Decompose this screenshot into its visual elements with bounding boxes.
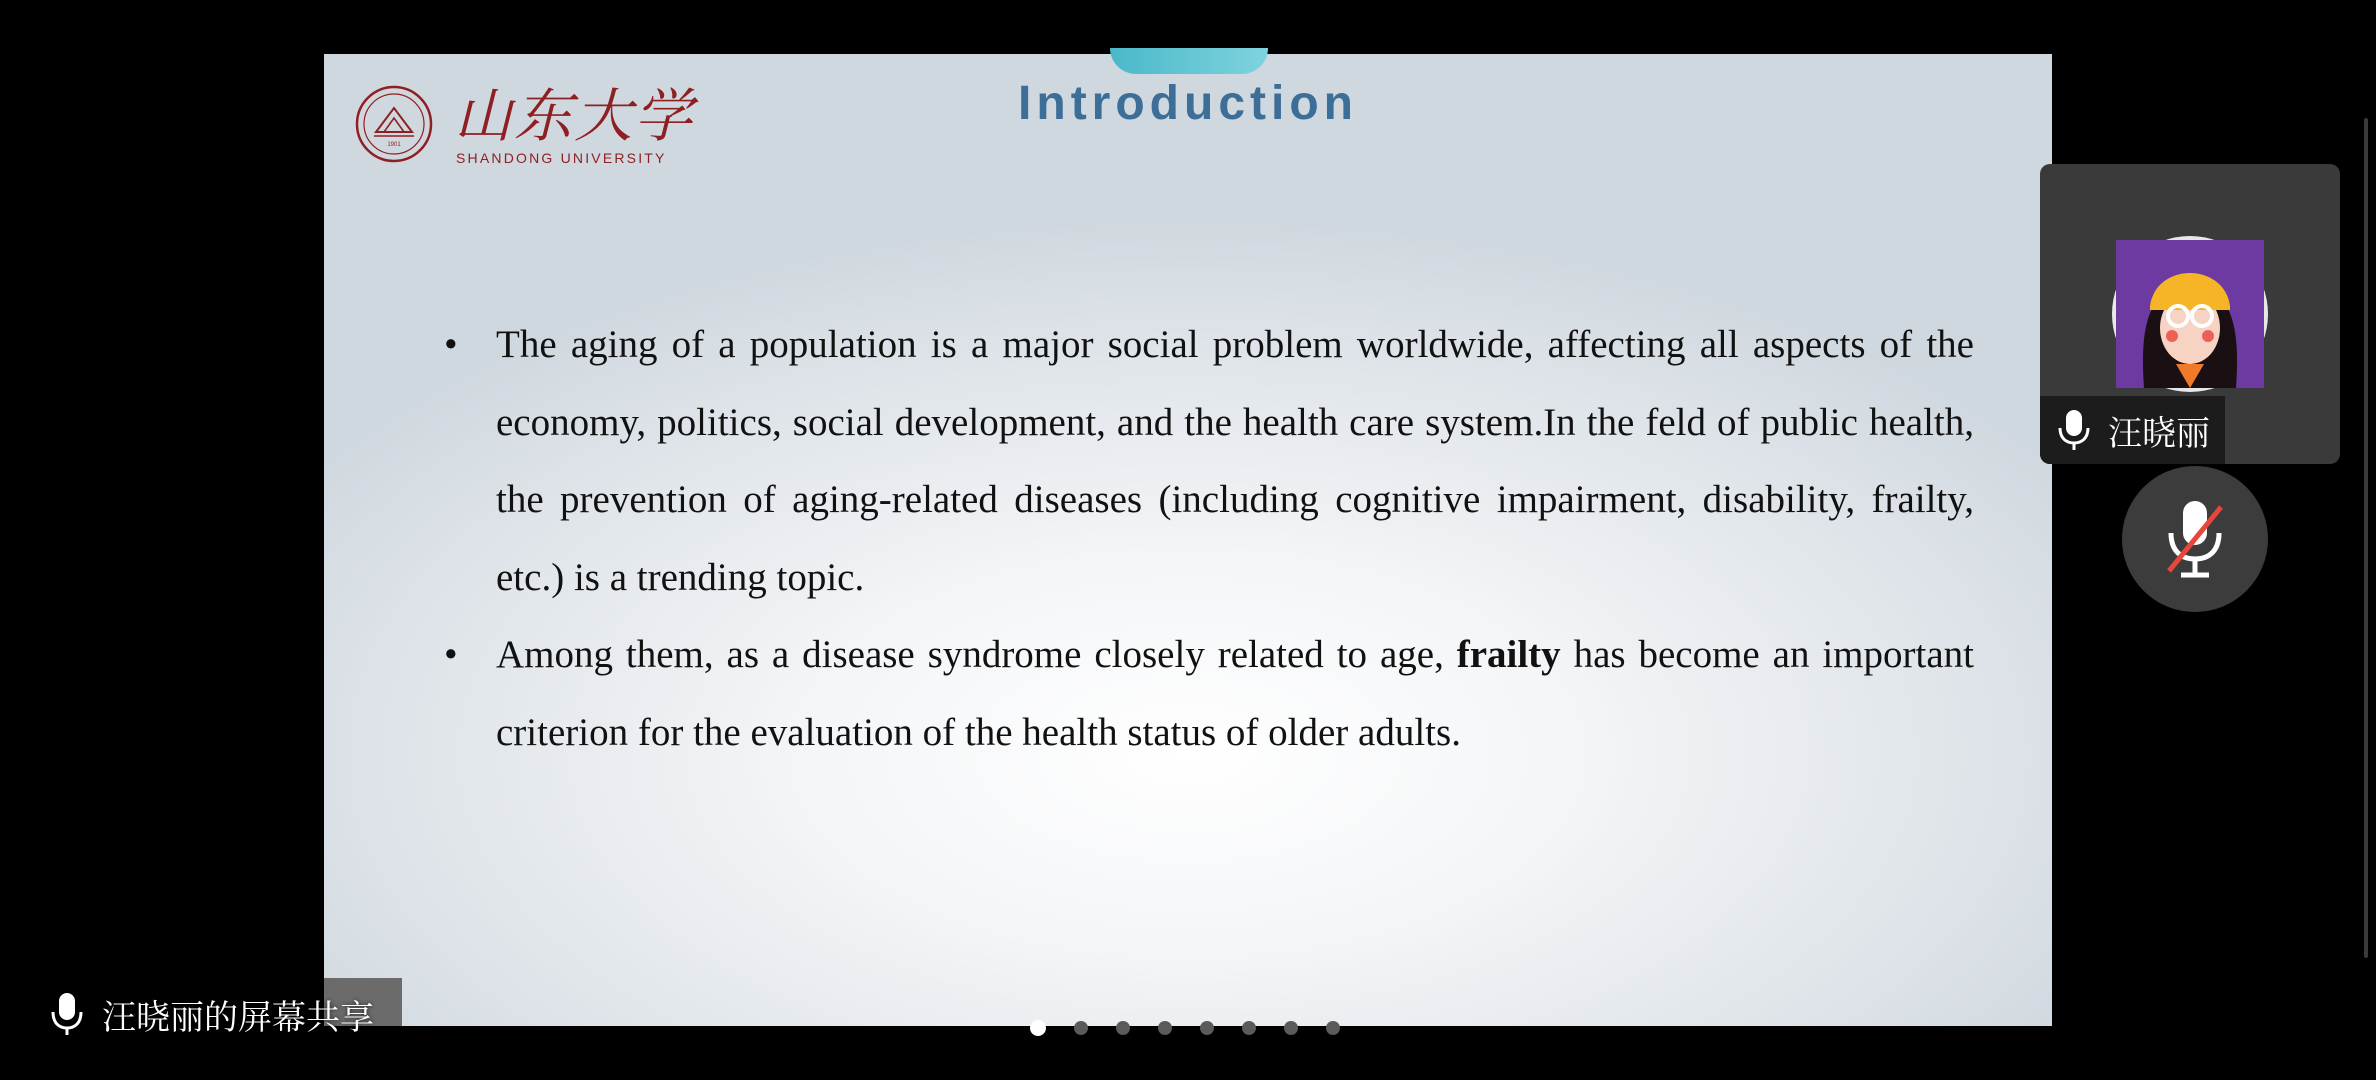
bullet-item <box>444 306 1974 616</box>
participant-name: 汪晓丽 <box>2108 413 2210 454</box>
bullet-text-after: has become an important criterion for the evaluation of the health status of older adults. <box>496 633 1974 754</box>
bullet-dot: • <box>444 323 458 366</box>
share-label-text: 汪晓丽的屏幕共享 <box>102 997 374 1038</box>
page-dot[interactable] <box>1284 1021 1298 1035</box>
seal-year: 1901 <box>387 142 401 148</box>
page-dot[interactable] <box>1200 1021 1214 1035</box>
university-name-en: SHANDONG UNIVERSITY <box>456 150 667 166</box>
participant-name-bar <box>2040 396 2225 464</box>
logo-cn-text: 山东大学 <box>454 82 695 150</box>
mute-toggle-button[interactable] <box>2122 466 2268 612</box>
page-dot[interactable] <box>1326 1021 1340 1035</box>
slide-title: Introduction <box>1018 77 1358 130</box>
page-indicator <box>1030 1018 1368 1038</box>
microphone-muted-icon <box>2163 497 2227 581</box>
page-dot[interactable] <box>1074 1021 1088 1035</box>
microphone-icon <box>48 991 86 1037</box>
page-dot[interactable] <box>1158 1021 1172 1035</box>
page-dot[interactable] <box>1116 1021 1130 1035</box>
microphone-icon <box>2054 408 2094 452</box>
page-dot[interactable] <box>1242 1021 1256 1035</box>
avatar <box>2112 236 2268 392</box>
screen-share-label <box>48 984 374 1044</box>
shared-slide <box>324 54 2052 1026</box>
side-scrollbar[interactable] <box>2364 118 2368 958</box>
slide-body <box>444 306 1974 771</box>
slide-top-decoration <box>1110 48 1268 74</box>
page-dot[interactable] <box>1030 1020 1046 1036</box>
avatar-illustration <box>2116 240 2264 388</box>
bullet-text: The aging of a population is a major social problem worldwide, affecting all aspects of the economy, politics, social development, and the health care system.In the feld of public health, the prevention of aging-related diseases (including cognitive impairment, disability, frailty, etc.) is a trending topic. <box>496 323 1974 599</box>
bullet-dot: • <box>444 633 458 676</box>
bullet-bold-term: frailty <box>1456 633 1561 676</box>
bullet-item <box>444 616 1974 771</box>
bullet-text-before: Among them, as a disease syndrome closely related to age, <box>496 633 1457 676</box>
